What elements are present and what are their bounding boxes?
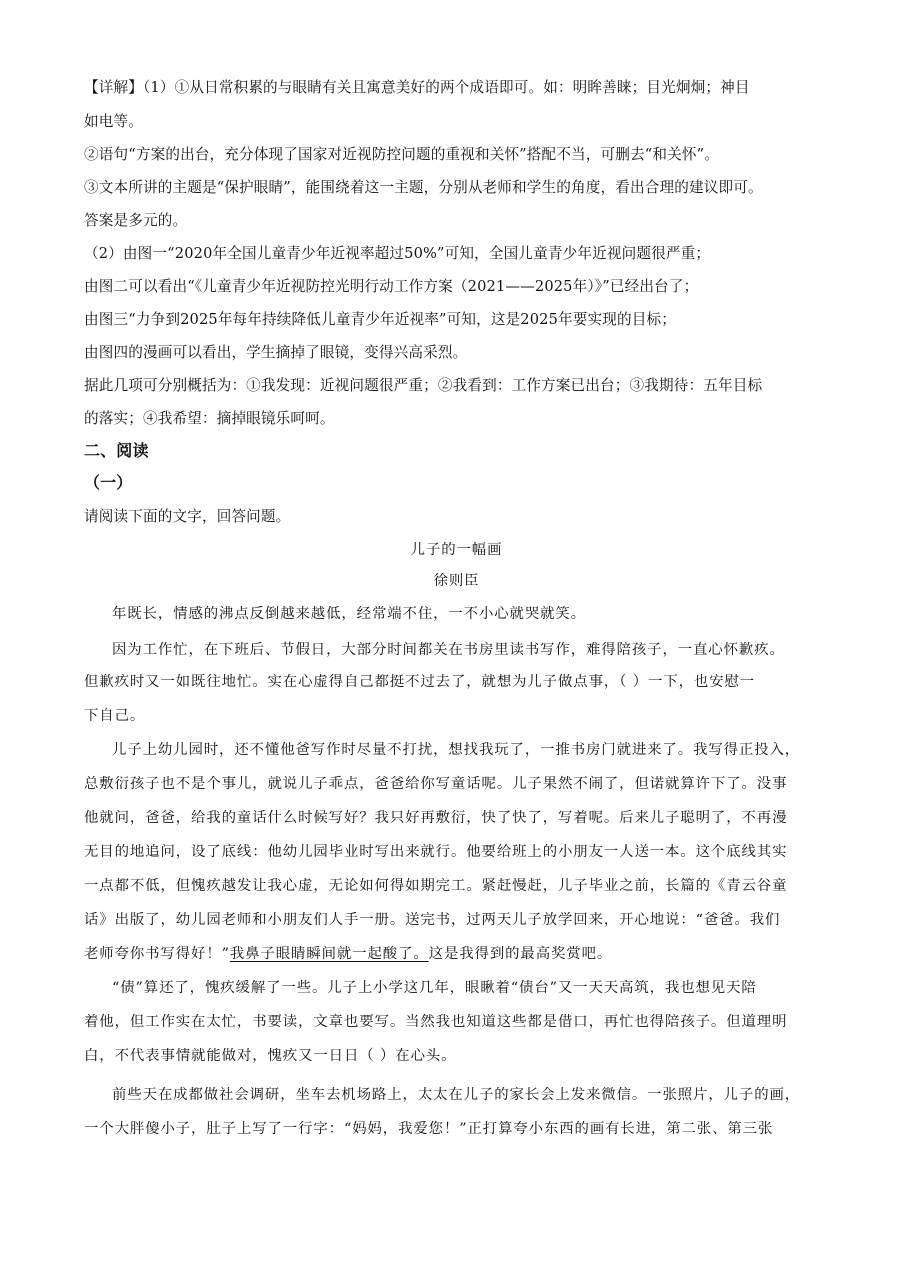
- answer-detail-line-1: 【详解】（1）①从日常积累的与眼睛有关且寓意美好的两个成语即可。如：明眸善睐；目光炯炯；神目: [84, 79, 750, 96]
- story-line: 他就问，爸爸，给我的童话什么时候写好？我只好再敷衍，快了快了，写着呢。后来儿子聪明了，不再漫: [84, 810, 788, 826]
- story-line: 白，不代表事情就能做对，愧疚又一日日（ ）在心头。: [84, 1048, 457, 1064]
- story-line: 儿子上幼儿园时，还不懂他爸写作时尽量不打扰，想找我玩了，一推书房门就进来了。我写得正投入，: [112, 742, 801, 758]
- story-line: 年既长，情感的沸点反倒越来越低，经常端不住，一不小心就哭就笑。: [112, 606, 587, 622]
- story-line: 话》出版了，幼儿园老师和小朋友们人手一册。送完书，过两天儿子放学回来，开心地说：“爸爸。我们: [84, 912, 781, 928]
- answer-point-3-line-2: 答案是多元的。: [84, 212, 188, 229]
- story-text: 这是我得到的最高奖赏吧。: [428, 946, 613, 962]
- story-line: 因为工作忙，在下班后、节假日，大部分时间都关在书房里读书写作，难得陪孩子，一直心怀歉疚。: [112, 642, 785, 658]
- answer-point-2: ②语句“方案的出台，充分体现了国家对近视防控问题的重视和关怀”搭配不当，可删去“和关怀”。: [84, 146, 719, 163]
- reading-instruction: 请阅读下面的文字，回答问题。: [84, 508, 291, 525]
- story-line: 下自己。: [84, 708, 146, 724]
- underlined-sentence: 我鼻子眼睛瞬间就一起酸了。: [229, 946, 429, 962]
- story-line: 一个大胖傻小子，肚子上写了一行字：“妈妈，我爱您！”正打算夸小东西的画有长进，第二张、第三张: [84, 1121, 774, 1137]
- answer-part-2-figure-1: （2）由图一“2020年全国儿童青少年近视率超过50%”可知，全国儿童青少年近视问题很严重；: [84, 245, 711, 262]
- story-line: 总敷衍孩子也不是个事儿，就说儿子乖点，爸爸给你写童话呢。儿子果然不闹了，但诺就算许下了。没事: [84, 776, 788, 792]
- story-line: 无目的地追问，设了底线：他幼儿园毕业时写出来就行。他要给班上的小朋友一人送一本。这个底线其实: [84, 844, 788, 860]
- story-line: [84, 944, 829, 964]
- section-title: 二、阅读: [84, 441, 149, 460]
- story-line: 一点都不低，但愧疚越发让我心虚，无论如何得如期完工。紧赶慢赶，儿子毕业之前，长篇的《青云谷童: [84, 878, 788, 894]
- answer-detail-line-2: 如电等。: [84, 113, 143, 130]
- answer-summary-line-2: 的落实；④我希望：摘掉眼镜乐呵呵。: [84, 410, 335, 427]
- story-line: 但歉疚时又一如既往地忙。实在心虚得自己都挺不过去了，就想为儿子做点事，（ ）一下，也安慰一: [84, 674, 756, 690]
- story-author: 徐则臣: [433, 573, 480, 589]
- answer-figure-4: 由图四的漫画可以看出，学生摘掉了眼镜，变得兴高采烈。: [84, 344, 468, 361]
- section-subtitle: （一）: [84, 473, 133, 492]
- story-title: 儿子的一幅画: [410, 542, 503, 558]
- story-line: “债”算还了，愧疚缓解了一些。儿子上小学这几年，眼瞅着“债台”又一天天高筑，我也想见天陪: [112, 980, 757, 996]
- story-line: 着他，但工作实在太忙，书要读，文章也要写。当然我也知道这些都是借口，再忙也得陪孩子。但道理明: [84, 1014, 788, 1030]
- answer-figure-2: 由图二可以看出“《儿童青少年近视防控光明行动工作方案（2021——2025年）》”已经出台了；: [84, 278, 699, 295]
- story-line: 前些天在成都做社会调研，坐车去机场路上，太太在儿子的家长会上发来微信。一张照片，儿子的画，: [112, 1087, 801, 1103]
- answer-summary-line-1: 据此几项可分别概括为：①我发现：近视问题很严重；②我看到：工作方案已出台；③我期待：五年目标: [84, 377, 763, 394]
- story-text: 老师夸你书写得好！”: [84, 946, 230, 962]
- answer-point-3-line-1: ③文本所讲的主题是“保护眼睛”，能围绕着这一主题，分别从老师和学生的角度，看出合理的建议即可。: [84, 179, 763, 196]
- answer-figure-3: 由图三“力争到2025年每年持续降低儿童青少年近视率”可知，这是2025年要实现的目标；: [84, 311, 676, 328]
